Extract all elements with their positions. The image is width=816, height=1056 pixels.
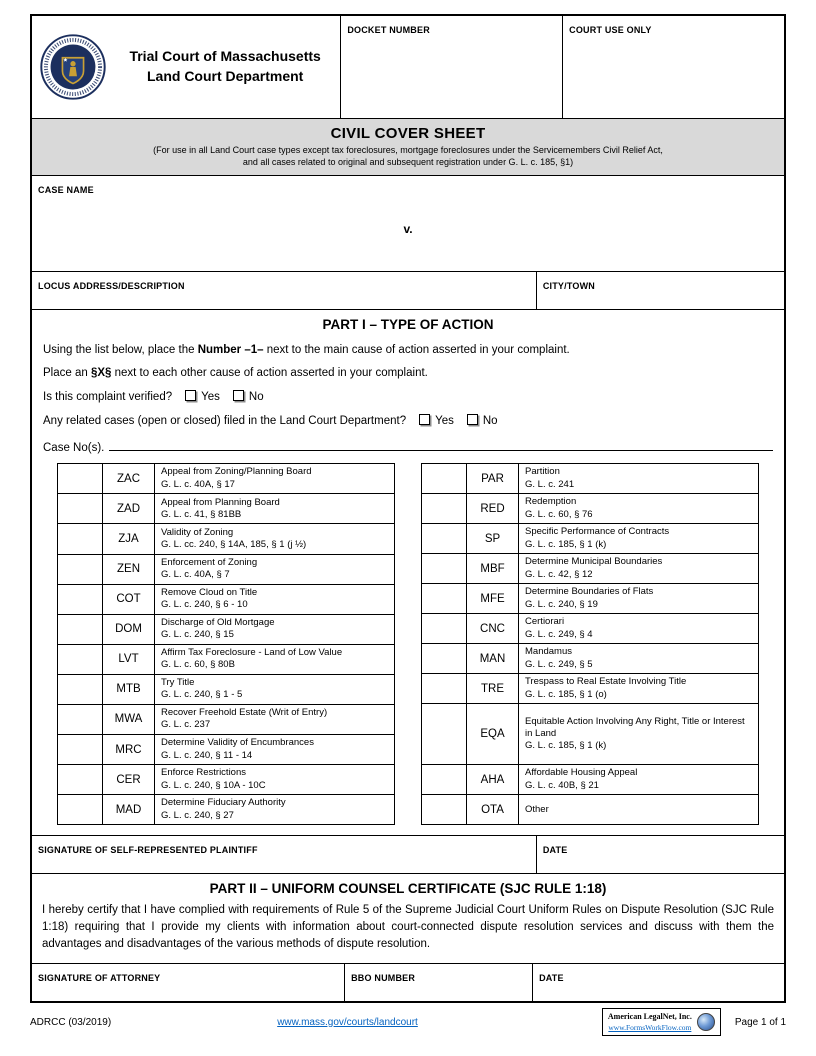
plaintiff-signature-label: SIGNATURE OF SELF-REPRESENTED PLAINTIFF xyxy=(38,845,258,856)
action-row-aha xyxy=(422,765,759,795)
instruction-x-pre: Place an xyxy=(43,367,91,380)
action-code: MRC xyxy=(103,734,155,764)
action-code: MWA xyxy=(103,704,155,734)
instruction-number-pre: Using the list below, place the xyxy=(43,344,198,357)
action-select-cell[interactable] xyxy=(422,795,467,825)
action-title: Affordable Housing Appeal xyxy=(525,767,638,779)
action-statute: G. L. c. 40A, § 7 xyxy=(161,569,230,581)
legalnet-name: American LegalNet, Inc. xyxy=(607,1012,692,1022)
action-select-cell[interactable] xyxy=(58,795,103,825)
action-code: OTA xyxy=(467,795,519,825)
action-title: Discharge of Old Mortgage xyxy=(161,616,275,628)
action-title: Enforce Restrictions xyxy=(161,767,247,779)
action-statute: G. L. c. 42, § 12 xyxy=(525,568,593,580)
action-code: DOM xyxy=(103,614,155,644)
city-town-label: CITY/TOWN xyxy=(542,281,595,292)
action-select-cell[interactable] xyxy=(58,614,103,644)
action-title: Certiorari xyxy=(525,616,565,628)
verified-no-checkbox[interactable] xyxy=(233,390,244,401)
action-statute: G. L. c. 240, § 1 - 5 xyxy=(161,689,243,701)
docket-number-label: DOCKET NUMBER xyxy=(347,25,430,35)
court-use-only-label: COURT USE ONLY xyxy=(569,25,652,35)
action-select-cell[interactable] xyxy=(58,734,103,764)
action-row-zac xyxy=(58,464,395,494)
action-row-mtb xyxy=(58,674,395,704)
action-code: RED xyxy=(467,494,519,524)
case-numbers-field[interactable] xyxy=(109,438,773,451)
action-statute: G. L. c. 60, § 76 xyxy=(525,508,593,520)
massachusetts-seal-icon xyxy=(40,34,106,100)
action-title: Specific Performance of Contracts xyxy=(525,526,670,538)
left-actions-table xyxy=(57,463,395,825)
action-title: Determine Boundaries of Flats xyxy=(525,586,654,598)
bbo-number-field[interactable] xyxy=(344,964,532,1001)
action-statute: G. L. c. 185, § 1 (k) xyxy=(525,538,607,550)
case-numbers-line xyxy=(43,438,773,454)
action-row-mad xyxy=(58,795,395,825)
action-statute: G. L. c. 249, § 5 xyxy=(525,658,593,670)
action-row-red xyxy=(422,494,759,524)
action-select-cell[interactable] xyxy=(422,674,467,704)
action-code: ZAD xyxy=(103,494,155,524)
action-title: Trespass to Real Estate Involving Title xyxy=(525,676,687,688)
action-row-sp xyxy=(422,524,759,554)
action-title: Partition xyxy=(525,466,560,478)
form-subtitle-line1: (For use in all Land Court case types except tax foreclosures, mortgage foreclosures under the Servicemembers Civil Relief Act, xyxy=(153,145,663,155)
action-select-cell[interactable] xyxy=(422,584,467,614)
action-row-tre xyxy=(422,674,759,704)
part1-heading: PART I – TYPE OF ACTION xyxy=(322,317,494,333)
action-code: TRE xyxy=(467,674,519,704)
action-row-par xyxy=(422,464,759,494)
action-title: Remove Cloud on Title xyxy=(161,586,258,598)
court-header-cell xyxy=(32,16,340,118)
action-select-cell[interactable] xyxy=(58,464,103,494)
verified-yes-label: Yes xyxy=(201,391,220,404)
related-cases-label: Any related cases (open or closed) filed in the Land Court Department? xyxy=(43,415,407,428)
action-statute: G. L. c. 185, § 1 (k) xyxy=(525,740,607,752)
action-select-cell[interactable] xyxy=(58,765,103,795)
globe-icon xyxy=(697,1013,715,1031)
action-select-cell[interactable] xyxy=(422,704,467,765)
related-yes-checkbox[interactable] xyxy=(419,414,430,425)
instruction-number-post: next to the main cause of action asserted in your complaint. xyxy=(263,344,570,357)
action-select-cell[interactable] xyxy=(58,584,103,614)
attorney-date-field[interactable] xyxy=(532,964,784,1001)
action-statute: G. L. c. 241 xyxy=(525,478,575,490)
locus-address-label: LOCUS ADDRESS/DESCRIPTION xyxy=(38,281,185,292)
attorney-signature-row xyxy=(32,963,784,1001)
versus-text: v. xyxy=(403,222,413,237)
action-row-eqa xyxy=(422,704,759,765)
action-title: Appeal from Zoning/Planning Board xyxy=(161,466,312,478)
action-title: Recover Freehold Estate (Writ of Entry) xyxy=(161,707,328,719)
action-title: Determine Fiduciary Authority xyxy=(161,797,286,809)
form-subtitle-line2: and all cases related to original and subsequent registration under G. L. c. 185, §1) xyxy=(242,157,574,168)
action-title: Equitable Action Involving Any Right, Title or Interest in Land xyxy=(525,715,745,740)
action-select-cell[interactable] xyxy=(422,765,467,795)
mass-gov-link[interactable]: www.mass.gov/courts/landcourt xyxy=(277,1016,418,1028)
action-title: Affirm Tax Foreclosure - Land of Low Value xyxy=(161,646,343,658)
action-code: MBF xyxy=(467,554,519,584)
title-bar xyxy=(32,118,784,175)
plaintiff-date-field[interactable] xyxy=(536,836,784,873)
verified-question xyxy=(43,390,773,403)
action-title: Determine Municipal Boundaries xyxy=(525,556,663,568)
action-row-mbf xyxy=(422,554,759,584)
case-numbers-label: Case No(s). xyxy=(43,442,105,455)
action-row-mfe xyxy=(422,584,759,614)
attorney-date-label: DATE xyxy=(539,973,564,984)
related-cases-question xyxy=(43,414,773,427)
attorney-signature-label: SIGNATURE OF ATTORNEY xyxy=(38,973,161,984)
action-select-cell[interactable] xyxy=(422,494,467,524)
action-statute: G. L. c. 40A, § 17 xyxy=(161,478,235,490)
form-header xyxy=(32,16,784,118)
action-select-cell[interactable] xyxy=(422,554,467,584)
action-code: MTB xyxy=(103,674,155,704)
action-select-cell[interactable] xyxy=(58,524,103,554)
page-number: Page 1 of 1 xyxy=(734,1016,787,1028)
action-row-dom xyxy=(58,614,395,644)
plaintiff-signature-field[interactable] xyxy=(32,836,536,873)
action-statute: G. L. c. 185, § 1 (o) xyxy=(525,688,607,700)
locus-row xyxy=(32,271,784,309)
action-title: Appeal from Planning Board xyxy=(161,496,280,508)
action-row-man xyxy=(422,644,759,674)
action-code: EQA xyxy=(467,704,519,765)
action-code: MFE xyxy=(467,584,519,614)
form-container xyxy=(30,14,786,1003)
action-statute: G. L. c. 240, § 27 xyxy=(161,809,234,821)
action-title: Determine Validity of Encumbrances xyxy=(161,737,314,749)
action-select-cell[interactable] xyxy=(58,494,103,524)
action-title: Redemption xyxy=(525,496,577,508)
action-statute: G. L. c. 249, § 4 xyxy=(525,628,593,640)
department-name: Land Court Department xyxy=(146,68,304,84)
court-use-only-field[interactable] xyxy=(562,16,784,118)
action-code: PAR xyxy=(467,464,519,494)
instruction-x xyxy=(43,367,773,379)
action-title: Try Title xyxy=(161,677,195,689)
action-row-ota xyxy=(422,795,759,825)
action-statute: G. L. c. 40B, § 21 xyxy=(525,779,599,791)
action-select-cell[interactable] xyxy=(422,614,467,644)
action-row-lvt xyxy=(58,644,395,674)
action-select-cell[interactable] xyxy=(422,644,467,674)
instruction-x-post: next to each other cause of action asserted in your complaint. xyxy=(111,367,428,380)
action-code: LVT xyxy=(103,644,155,674)
attorney-signature-field[interactable] xyxy=(32,964,344,1001)
action-row-zja xyxy=(58,524,395,554)
action-row-cnc xyxy=(422,614,759,644)
page-footer xyxy=(30,1008,786,1036)
certificate-text: I hereby certify that I have complied with requirements of Rule 5 of the Supreme Judicial Court Uniform Rules on Dispute Resolution (SJC Rule 1:18) requiring that I provide my clients with information about court-connected dispute resolution services and discuss with them the advantages and disadvantages of the various methods of dispute resolution. xyxy=(42,904,774,950)
plaintiff-date-label: DATE xyxy=(542,845,568,856)
action-code: CNC xyxy=(467,614,519,644)
action-statute: G. L. cc. 240, § 14A, 185, § 1 (j ½) xyxy=(161,538,307,550)
part2-heading: PART II – UNIFORM COUNSEL CERTIFICATE (SJC RULE 1:18) xyxy=(32,873,784,899)
form-code: ADRCC (03/2019) xyxy=(30,1016,112,1028)
action-code: COT xyxy=(103,584,155,614)
form-title: CIVIL COVER SHEET xyxy=(330,125,486,142)
action-code: MAN xyxy=(467,644,519,674)
verified-yes-checkbox[interactable] xyxy=(185,390,196,401)
action-code: ZEN xyxy=(103,554,155,584)
action-row-cer xyxy=(58,765,395,795)
action-row-zad xyxy=(58,494,395,524)
case-name-label: CASE NAME xyxy=(38,185,94,196)
instruction-number-bold: Number –1– xyxy=(197,344,264,357)
action-row-mwa xyxy=(58,704,395,734)
action-select-cell[interactable] xyxy=(58,704,103,734)
legalnet-link[interactable]: www.FormsWorkFlow.com xyxy=(608,1023,692,1033)
verified-no-label: No xyxy=(248,391,264,404)
action-statute: G. L. c. 237 xyxy=(161,719,211,731)
action-code: CER xyxy=(103,765,155,795)
locus-address-field[interactable] xyxy=(32,272,536,309)
action-statute: G. L. c. 60, § 80B xyxy=(161,659,235,671)
action-code: ZAC xyxy=(103,464,155,494)
court-name: Trial Court of Massachusetts xyxy=(129,48,321,65)
verified-question-label: Is this complaint verified? xyxy=(43,391,173,404)
action-title: Mandamus xyxy=(525,646,572,658)
case-name-field[interactable] xyxy=(32,175,784,271)
bbo-number-label: BBO NUMBER xyxy=(351,973,416,984)
action-row-zen xyxy=(58,554,395,584)
related-no-checkbox[interactable] xyxy=(467,414,478,425)
action-select-cell[interactable] xyxy=(58,674,103,704)
action-code: ZJA xyxy=(103,524,155,554)
action-tables xyxy=(32,463,784,825)
action-statute: G. L. c. 240, § 19 xyxy=(525,598,598,610)
related-yes-label: Yes xyxy=(435,415,454,428)
action-select-cell[interactable] xyxy=(58,554,103,584)
american-legalnet-badge xyxy=(602,1008,721,1036)
action-statute: G. L. c. 240, § 6 - 10 xyxy=(161,599,248,611)
action-select-cell[interactable] xyxy=(422,524,467,554)
city-town-field[interactable] xyxy=(536,272,784,309)
plaintiff-signature-row xyxy=(32,835,784,873)
instruction-number xyxy=(43,344,773,356)
action-select-cell[interactable] xyxy=(58,644,103,674)
related-no-label: No xyxy=(482,415,498,428)
action-title: Enforcement of Zoning xyxy=(161,556,258,568)
docket-number-field[interactable] xyxy=(340,16,562,118)
right-actions-table xyxy=(421,463,759,825)
action-row-cot xyxy=(58,584,395,614)
action-code: AHA xyxy=(467,765,519,795)
action-statute: G. L. c. 41, § 81BB xyxy=(161,508,242,520)
action-code: MAD xyxy=(103,795,155,825)
action-title: Other xyxy=(525,803,549,815)
action-row-mrc xyxy=(58,734,395,764)
action-code: SP xyxy=(467,524,519,554)
part1-section xyxy=(32,309,784,835)
action-select-cell[interactable] xyxy=(422,464,467,494)
action-statute: G. L. c. 240, § 10A - 10C xyxy=(161,779,266,791)
court-title xyxy=(114,47,336,86)
action-statute: G. L. c. 240, § 11 - 14 xyxy=(161,749,253,761)
instruction-x-bold: §X§ xyxy=(90,367,112,380)
action-statute: G. L. c. 240, § 15 xyxy=(161,629,234,641)
action-title: Validity of Zoning xyxy=(161,526,234,538)
